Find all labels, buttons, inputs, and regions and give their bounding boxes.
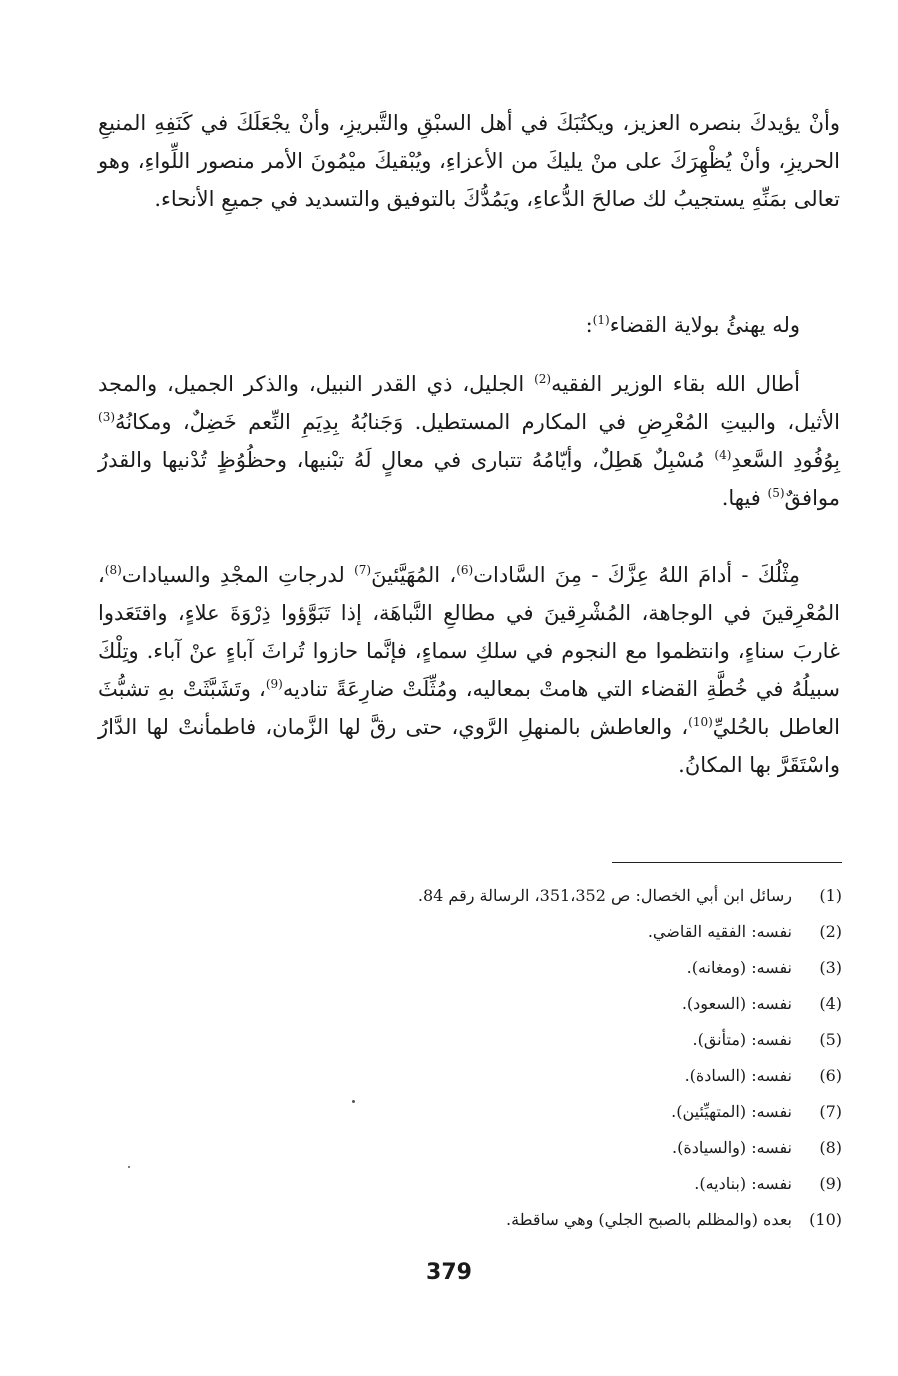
footnotes-list (300, 878, 842, 1238)
footnote-item (300, 1058, 842, 1094)
footnote-text: نفسه: الفقيه القاضي. (647, 922, 792, 941)
text-run: الجليل، ذي القدر النبيل، والذكر الجميل، والمجد الأثيل، والبيتِ المُعْرِضِ في المكارم المستطيل. وَجَنابُهُ بِدِيَمِ النِّعم خَضِلٌ، ومكانُهُ (98, 372, 841, 434)
footnote-text: نفسه: (المتهيِّئين). (671, 1102, 792, 1121)
footnote-number: (2) (819, 922, 842, 941)
text-run: ، والعاطش بالمنهلِ الرَّوي، حتى رقَّ لها الزَّمان، فاطمأنتْ لها الدَّارُ واسْتَقَرَّ بها المكانُ. (98, 715, 840, 777)
footnote-item (300, 1166, 842, 1202)
footnote-number: (5) (819, 1030, 842, 1049)
footnote-number: (1) (819, 886, 842, 905)
footnote-item (300, 878, 842, 914)
text-run: ، وتَشَبَّثَتْ بهِ تشبُّثَ العاطل بالحُليِّ (98, 677, 840, 739)
footnote-item (300, 986, 842, 1022)
text-run: أطال الله بقاء الوزير الفقيه (551, 372, 800, 396)
footnote-number: (6) (819, 1066, 842, 1085)
footnote-item (300, 1202, 842, 1238)
footnote-ref-9[interactable]: (9) (265, 677, 283, 691)
footnote-number: (4) (819, 994, 842, 1013)
paragraph-congratulation (98, 365, 840, 517)
footnote-ref-2[interactable]: (2) (534, 372, 552, 386)
letter-heading (98, 306, 840, 344)
footnote-text: نفسه: (السعود). (681, 994, 792, 1013)
footnote-separator (612, 862, 842, 863)
scan-speck (352, 1100, 355, 1103)
page-number: 379 (426, 1260, 472, 1285)
heading-colon: : (585, 313, 593, 337)
footnote-text: نفسه: (والسيادة). (672, 1138, 792, 1157)
footnote-ref-3[interactable]: (3) (98, 410, 116, 424)
footnote-ref-1[interactable]: (1) (592, 313, 610, 327)
text-run: لدرجاتِ المجْدِ والسيادات (121, 563, 355, 587)
footnote-ref-7[interactable]: (7) (354, 563, 372, 577)
footnote-number: (9) (819, 1174, 842, 1193)
footnote-item (300, 950, 842, 986)
footnote-ref-8[interactable]: (8) (104, 563, 122, 577)
footnote-text: رسائل ابن أبي الخصال: ص 351،352، الرسالة رقم 84. (417, 886, 792, 905)
footnote-item (300, 1094, 842, 1130)
footnote-text: نفسه: (السادة). (684, 1066, 792, 1085)
footnote-number: (7) (819, 1102, 842, 1121)
footnote-text: نفسه: (بناديه). (694, 1174, 792, 1193)
scan-speck (128, 1166, 130, 1168)
footnote-text: بعده (والمظلم بالصبح الجلي) وهي ساقطة. (506, 1210, 792, 1229)
footnote-number: (3) (819, 958, 842, 977)
text-run: ، المُعْرِقينَ في الوجاهة، المُشْرِقينَ في مطالعِ النَّباهَة، إذا تَبَوَّؤوا ذِرْوَةَ علاءٍ، واقتَعَدوا غاربَ سناءٍ، وانتظموا مع النجوم في سلكِ سماءٍ، فإنَّما حازوا تُراثَ آباءٍ عنْ آباء. وتِلْكَ سبيلُهُ في خُطَّةِ القضاء التي هامتْ بمعاليه، ومُثِّلَتْ ضارِعَةً تناديه (98, 563, 840, 701)
footnote-item (300, 914, 842, 950)
text-run: مُسْبِلٌ هَطِلٌ، وأيّامُهُ تتبارى في معالٍ لَهُ تبْنيها، وحظُوُظٍ تُدْنيها والقدرُ موافقٌ (98, 448, 840, 510)
footnote-ref-5[interactable]: (5) (767, 486, 785, 500)
footnote-item (300, 1130, 842, 1166)
paragraph-closing-prayer: وأنْ يؤيدكَ بنصره العزيز، ويكتُبَكَ في أهل السبْقِ والتَّبريزِ، وأنْ يجْعَلَكَ في كَنَفِهِ المنيعِ الحريزِ، وأنْ يُظْهِرَكَ على منْ يليكَ من الأعزاءِ، ويُبْقيكَ ميْمُونَ الأمر منصور اللِّواءِ، وهو تعالى بمَنِّهِ يستجيبُ لك صالحَ الدُّعاءِ، ويَمُدُّكَ بالتوفيق والتسديد في جميعِ الأنحاء. (98, 111, 840, 211)
text-run: فيها. (721, 486, 768, 510)
footnote-item (300, 1022, 842, 1058)
footnote-number: (10) (809, 1210, 842, 1229)
paragraph-praise (98, 556, 840, 784)
footnote-ref-10[interactable]: (10) (688, 715, 713, 729)
text-run: بِوُفُودِ السَّعدِ (731, 448, 840, 472)
footnote-text: نفسه: (ومغانه). (686, 958, 792, 977)
footnote-text: نفسه: (متأنق). (692, 1030, 792, 1049)
heading-text: وله يهنئُ بولاية القضاء (609, 313, 800, 337)
text-run: مِثْلُكَ - أدامَ اللهُ عِزَّكَ - مِنَ السَّادات (473, 563, 800, 587)
footnote-ref-4[interactable]: (4) (714, 448, 732, 462)
footnote-number: (8) (819, 1138, 842, 1157)
text-run: ، المُهَيَّئينَ (371, 563, 457, 587)
footnote-ref-6[interactable]: (6) (456, 563, 474, 577)
